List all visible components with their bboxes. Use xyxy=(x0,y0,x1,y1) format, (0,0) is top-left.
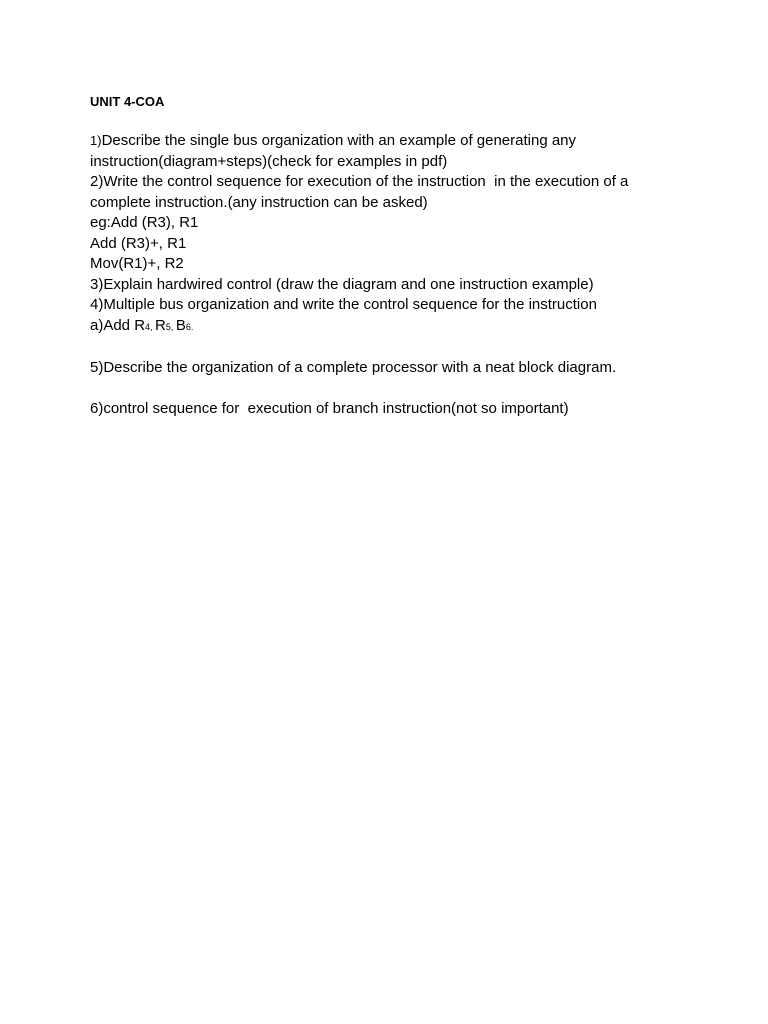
question-4a-subscript-2: 5, xyxy=(165,321,176,332)
question-3: 3)Explain hardwired control (draw the diagram and one instruction example) xyxy=(90,275,594,293)
question-4a-subscript-3: 6. xyxy=(185,321,194,332)
blank-line xyxy=(90,378,690,399)
question-4a-register-3: B xyxy=(175,316,186,334)
document-page xyxy=(90,93,690,419)
question-1-line-1 xyxy=(90,131,690,152)
question-2-example-2: Add (R3)+, R1 xyxy=(90,234,187,252)
question-4-line-1: 4)Multiple bus organization and write the control sequence for the instruction xyxy=(90,296,597,313)
question-1-number: 1) xyxy=(90,133,102,148)
question-2-line-1: 2)Write the control sequence for execution of the instruction in the execution of a xyxy=(90,173,629,190)
question-4a-prefix: a)Add R xyxy=(90,316,146,334)
question-2-example-3: Mov(R1)+, R2 xyxy=(90,255,184,272)
question-4-part-a xyxy=(90,316,690,338)
question-6: 6)control sequence for execution of branch instruction(not so important) xyxy=(90,399,569,417)
document-title: UNIT 4-COA xyxy=(90,94,165,109)
question-1-line-2: instruction(diagram+steps)(check for examples in pdf) xyxy=(90,152,448,170)
question-2-example-1: eg:Add (R3), R1 xyxy=(90,214,199,231)
question-4a-subscript-1: 4, xyxy=(145,321,156,332)
blank-line xyxy=(90,337,690,358)
question-4a-register-2: R xyxy=(155,316,166,334)
question-2-line-2: complete instruction.(any instruction can be asked) xyxy=(90,193,428,211)
question-1-text: Describe the single bus organization with an example of generating any xyxy=(101,132,577,149)
question-5: 5)Describe the organization of a complete processor with a neat block diagram. xyxy=(90,358,617,376)
